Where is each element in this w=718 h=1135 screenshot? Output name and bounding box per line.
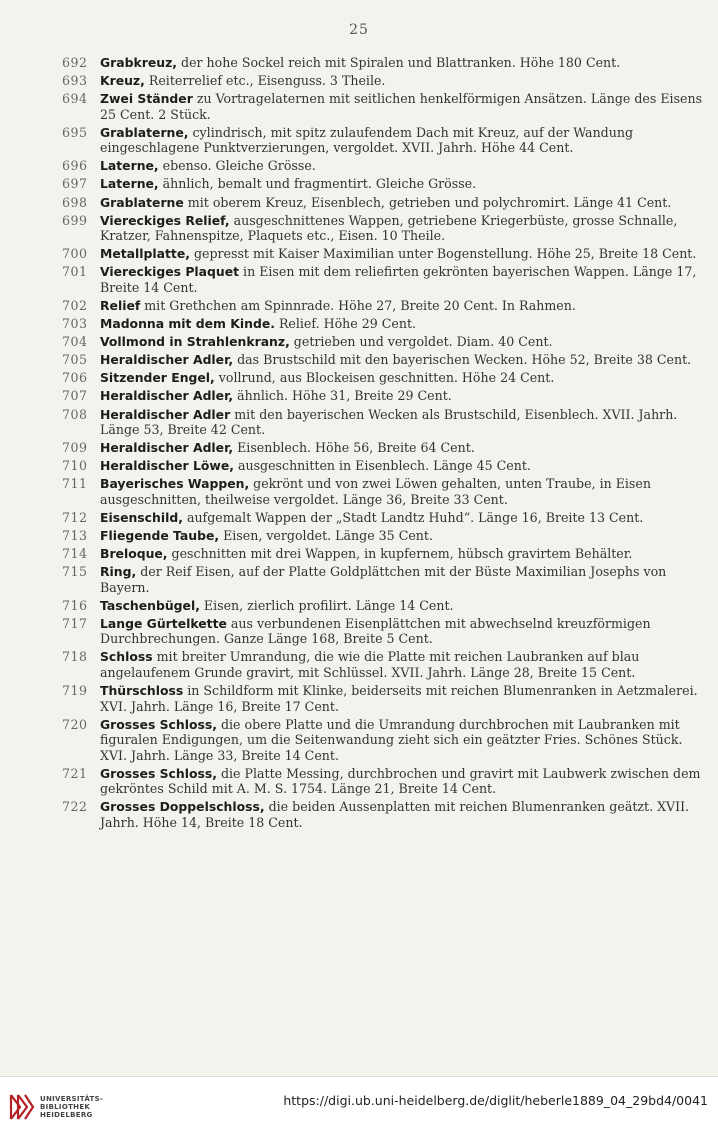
source-url[interactable]: https://digi.ub.uni-heidelberg.de/diglit/heberle1889_04_29bd4/0041	[283, 1093, 708, 1108]
entry-number: 692	[62, 55, 88, 70]
catalog-list	[62, 55, 707, 833]
entry-title: Heraldischer Adler,	[100, 352, 234, 368]
entry-description: aufgemalt Wappen der „Stadt Landtz Huhd“. Länge 16, Breite 13 Cent.	[182, 509, 644, 525]
library-logo-icon	[8, 1091, 36, 1123]
entry-number: 711	[62, 476, 88, 492]
entry-number: 715	[62, 564, 88, 580]
entry-description: die Platte Messing, durchbrochen und gravirt mit Laubwerk zwischen dem gekröntes Schild mit A. M. S. 1754. Länge 21, Breite 14 Cent.	[100, 765, 701, 797]
entry-description: ebenso. Gleiche Grösse.	[158, 158, 316, 174]
entry-number: 695	[62, 124, 88, 140]
entry-description: aus verbundenen Eisenplättchen mit abwechselnd kreuzförmigen Durchbrechungen. Ganze Länge 168, Breite 5 Cent.	[100, 615, 651, 647]
entry-description: ausgeschnittenes Wappen, getriebene Kriegerbüste, grosse Schnalle, Kratzer, Fahnenspitze, Plaquets etc., Eisen. 10 Theile.	[100, 212, 678, 244]
entry-title: Viereckiges Plaquet	[100, 264, 240, 280]
catalog-entry	[62, 616, 707, 647]
library-logo[interactable]	[8, 1091, 108, 1131]
logo-line-1: UNIVERSITÄTS-	[40, 1095, 104, 1103]
entry-title: Laterne,	[100, 176, 159, 192]
catalog-entry	[62, 476, 707, 507]
entry-title: Grabkreuz,	[100, 55, 178, 70]
catalog-entry	[62, 546, 707, 562]
entry-description: Eisen, vergoldet. Länge 35 Cent.	[219, 527, 433, 543]
entry-title: Vollmond in Strahlenkranz,	[100, 334, 290, 350]
entry-title: Bayerisches Wappen,	[100, 476, 250, 492]
entry-title: Grosses Schloss,	[100, 716, 217, 732]
entry-number: 705	[62, 352, 88, 368]
entry-title: Grablaterne,	[100, 124, 189, 140]
entry-title: Heraldischer Adler,	[100, 388, 234, 404]
entry-title: Lange Gürtelkette	[100, 615, 227, 631]
catalog-entry	[62, 440, 707, 456]
entry-description: gekrönt und von zwei Löwen gehalten, unten Traube, in Eisen ausgeschnitten, theilweise vergoldet. Länge 36, Breite 33 Cent.	[100, 476, 651, 507]
entry-number: 701	[62, 264, 88, 280]
catalog-entry	[62, 458, 707, 474]
entry-number: 709	[62, 440, 88, 456]
entry-number: 704	[62, 334, 88, 350]
entry-number: 696	[62, 158, 88, 174]
entry-number: 706	[62, 370, 88, 386]
catalog-entry	[62, 246, 707, 262]
catalog-entry	[62, 91, 707, 122]
catalog-entry	[62, 316, 707, 332]
entry-number: 697	[62, 176, 88, 192]
entry-number: 720	[62, 716, 88, 732]
entry-title: Schloss	[100, 649, 153, 665]
entry-title: Metallplatte,	[100, 246, 190, 262]
catalog-entry	[62, 352, 707, 368]
catalog-entry	[62, 125, 707, 156]
entry-description: die beiden Aussenplatten mit reichen Blumenranken geätzt. XVII. Jahrh. Höhe 14, Breite 18 Cent.	[100, 799, 690, 830]
entry-description: in Schildform mit Klinke, beiderseits mit reichen Blumenranken in Aetzmalerei. XVI. Jahrh. Länge 16, Breite 17 Cent.	[100, 683, 698, 714]
catalog-entry	[62, 334, 707, 350]
catalog-entry	[62, 649, 707, 680]
page-number: 25	[349, 22, 369, 38]
entry-number: 710	[62, 458, 88, 474]
catalog-entry	[62, 388, 707, 404]
entry-title: Taschenbügel,	[100, 597, 200, 613]
entry-title: Sitzender Engel,	[100, 370, 215, 386]
entry-number: 707	[62, 388, 88, 404]
entry-title: Breloque,	[100, 546, 168, 562]
entry-number: 713	[62, 527, 88, 543]
entry-description: in Eisen mit dem reliefirten gekrönten bayerischen Wappen. Länge 17, Breite 14 Cent.	[100, 264, 697, 295]
catalog-entry	[62, 176, 707, 192]
catalog-entry	[62, 195, 707, 211]
logo-line-2: BIBLIOTHEK	[40, 1103, 91, 1111]
catalog-entry	[62, 683, 707, 714]
entry-description: Reiterrelief etc., Eisenguss. 3 Theile.	[144, 73, 386, 89]
entry-number: 693	[62, 73, 88, 89]
catalog-entry	[62, 510, 707, 526]
entry-title: Viereckiges Relief,	[100, 212, 230, 228]
catalog-entry	[62, 528, 707, 544]
entry-description: der Reif Eisen, auf der Platte Goldplättchen mit der Büste Maximilian Josephs von Bayern.	[100, 564, 667, 595]
entry-description: mit breiter Umrandung, die wie die Platte mit reichen Laubranken auf blau angelaufenem Grunde gravirt, mit Schlüssel. XVII. Jahrh. Länge 28, Breite 15 Cent.	[100, 649, 640, 680]
catalog-entry	[62, 799, 707, 830]
entry-description: mit den bayerischen Wecken als Brustschild, Eisenblech. XVII. Jahrh. Länge 53, Breite 42 Cent.	[100, 406, 678, 437]
entry-description: ähnlich. Höhe 31, Breite 29 Cent.	[233, 388, 452, 404]
entry-number: 703	[62, 316, 88, 332]
catalog-entry	[62, 766, 707, 797]
entry-title: Zwei Ständer	[100, 91, 193, 107]
catalog-entry	[62, 370, 707, 386]
catalog-entry	[62, 73, 707, 89]
entry-title: Fliegende Taube,	[100, 527, 220, 543]
entry-description: der hohe Sockel reich mit Spiralen und Blattranken. Höhe 180 Cent.	[177, 55, 621, 70]
entry-description: cylindrisch, mit spitz zulaufendem Dach mit Kreuz, auf der Wandung eingeschlagene Punktverzierungen, vergoldet. XVII. Jahrh. Höhe 44 Cent.	[100, 124, 634, 156]
entry-title: Grosses Doppelschloss,	[100, 799, 265, 815]
catalog-entry	[62, 598, 707, 614]
entry-title: Laterne,	[100, 158, 159, 174]
entry-number: 699	[62, 212, 88, 228]
catalog-entry	[62, 407, 707, 438]
entry-number: 719	[62, 683, 88, 699]
entry-number: 702	[62, 297, 88, 313]
entry-number: 717	[62, 615, 88, 631]
entry-description: getrieben und vergoldet. Diam. 40 Cent.	[289, 334, 553, 350]
entry-number: 694	[62, 91, 88, 107]
entry-number: 712	[62, 509, 88, 525]
catalog-entry	[62, 298, 707, 314]
library-logo-text	[40, 1095, 103, 1119]
entry-number: 700	[62, 246, 88, 262]
entry-description: das Brustschild mit den bayerischen Wecken. Höhe 52, Breite 38 Cent.	[233, 352, 692, 368]
entry-title: Heraldischer Löwe,	[100, 458, 234, 474]
catalog-entry	[62, 158, 707, 174]
entry-title: Grablaterne	[100, 194, 184, 210]
entry-title: Ring,	[100, 564, 137, 580]
entry-description: die obere Platte und die Umrandung durchbrochen mit Laubranken mit figuralen Endigungen, um die Seitenwandung zieht sich ein geätzter Fries. Schönes Stück. XVI. Jahrh. Länge 33, Breite 14 Cent.	[100, 716, 683, 763]
entry-description: mit Grethchen am Spinnrade. Höhe 27, Breite 20 Cent. In Rahmen.	[140, 297, 576, 313]
entry-description: gepresst mit Kaiser Maximilian unter Bogenstellung. Höhe 25, Breite 18 Cent.	[189, 246, 697, 262]
entry-title: Kreuz,	[100, 73, 145, 89]
footer-bar	[0, 1076, 718, 1135]
entry-description: mit oberem Kreuz, Eisenblech, getrieben und polychromirt. Länge 41 Cent.	[183, 194, 672, 210]
entry-description: Eisenblech. Höhe 56, Breite 64 Cent.	[233, 440, 475, 456]
entry-number: 714	[62, 546, 88, 562]
entry-number: 721	[62, 765, 88, 781]
entry-number: 722	[62, 799, 88, 815]
entry-number: 708	[62, 406, 88, 422]
logo-line-3: HEIDELBERG	[40, 1111, 93, 1119]
entry-title: Heraldischer Adler,	[100, 440, 234, 456]
catalog-entry	[62, 264, 707, 295]
entry-description: vollrund, aus Blockeisen geschnitten. Höhe 24 Cent.	[214, 370, 555, 386]
entry-number: 698	[62, 194, 88, 210]
catalog-entry	[62, 55, 707, 71]
entry-number: 716	[62, 597, 88, 613]
entry-title: Heraldischer Adler	[100, 406, 231, 422]
entry-title: Eisenschild,	[100, 509, 183, 525]
catalog-entry	[62, 213, 707, 244]
entry-description: ausgeschnitten in Eisenblech. Länge 45 Cent.	[233, 458, 531, 474]
entry-description: Eisen, zierlich profilirt. Länge 14 Cent.	[199, 597, 454, 613]
entry-number: 718	[62, 649, 88, 665]
entry-title: Madonna mit dem Kinde.	[100, 316, 275, 332]
entry-title: Grosses Schloss,	[100, 765, 217, 781]
entry-description: geschnitten mit drei Wappen, in kupfernem, hübsch gravirtem Behälter.	[167, 546, 633, 562]
catalog-entry	[62, 564, 707, 595]
entry-title: Thürschloss	[100, 683, 184, 699]
entry-description: Relief. Höhe 29 Cent.	[274, 316, 417, 332]
entry-title: Relief	[100, 297, 141, 313]
entry-description: ähnlich, bemalt und fragmentirt. Gleiche Grösse.	[158, 176, 477, 192]
entry-description: zu Vortragelaternen mit seitlichen henkelförmigen Ansätzen. Länge des Eisens 25 Cent. 2 Stück.	[100, 91, 703, 122]
catalog-entry	[62, 717, 707, 764]
